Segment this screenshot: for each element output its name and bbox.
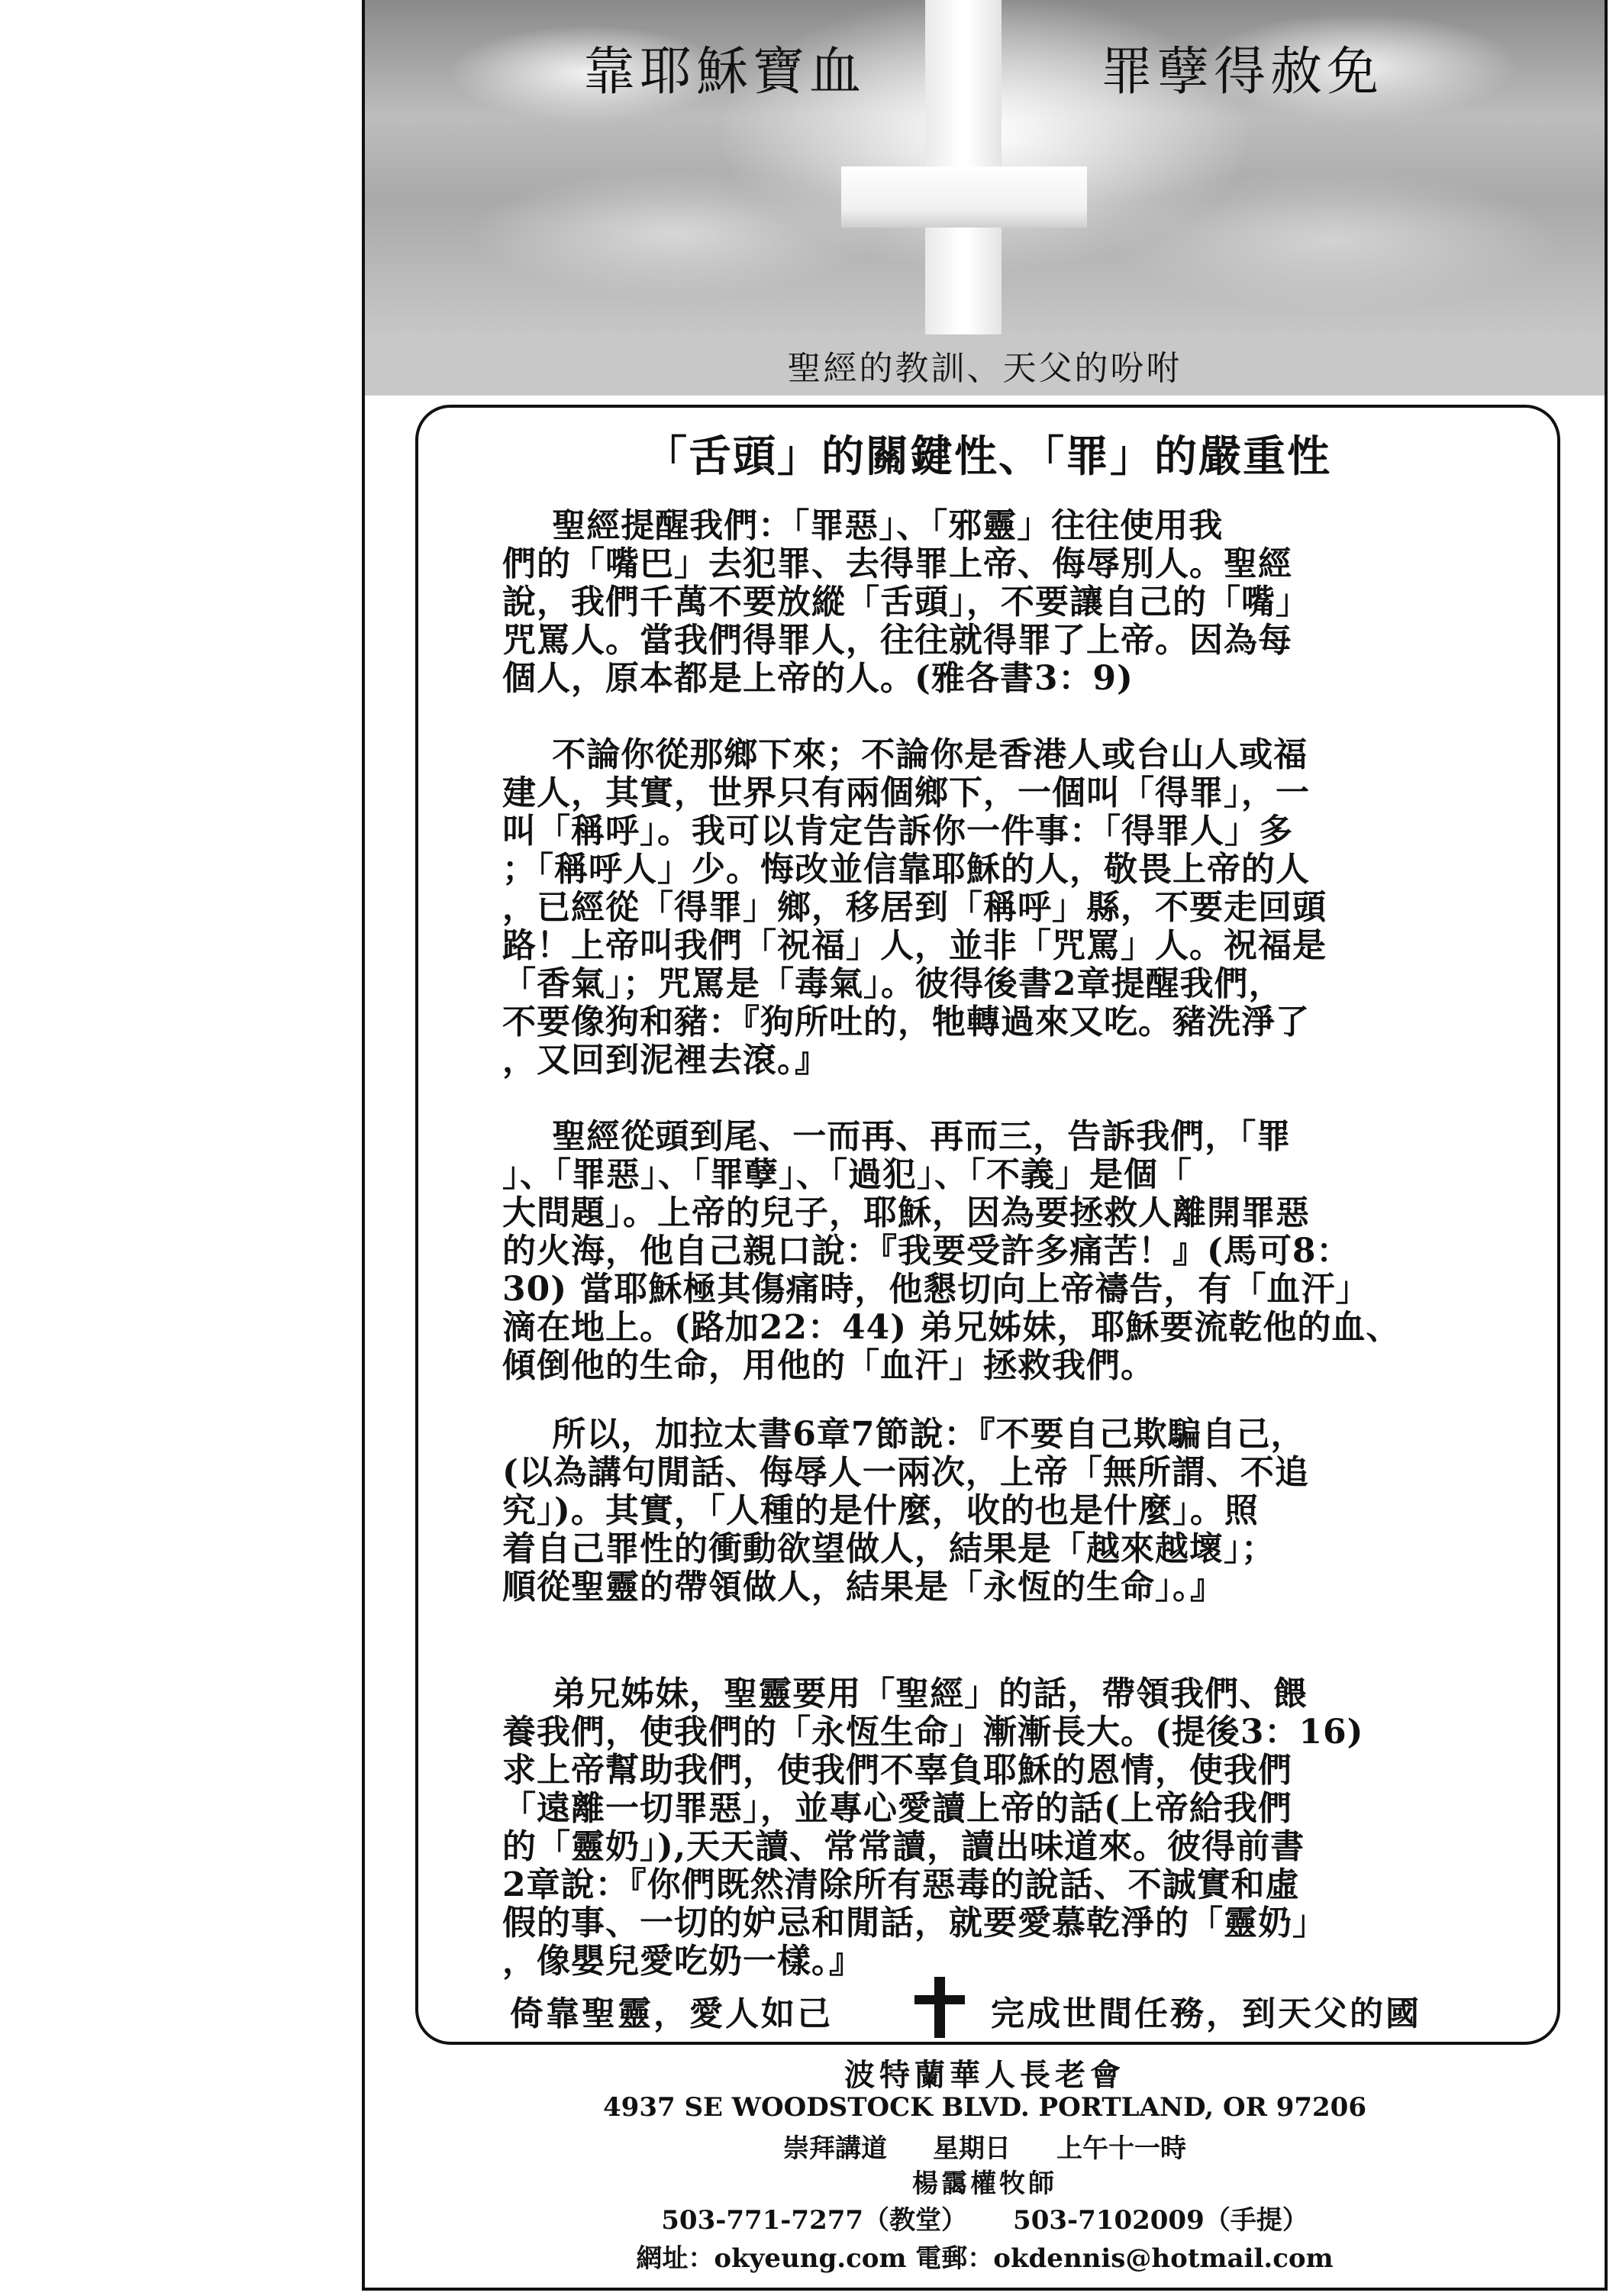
service-day: 星期日	[933, 2133, 1011, 2164]
cross-icon	[914, 1977, 965, 2038]
service-label: 崇拜講道	[783, 2133, 887, 2164]
sky-header-image	[365, 0, 1605, 334]
article-title: 「舌頭」的關鍵性、「罪」的嚴重性	[644, 431, 1331, 482]
church-name: 波特蘭華人長老會	[844, 2057, 1125, 2093]
web-email-line	[365, 2237, 1605, 2275]
header-title-left: 靠耶穌寶血	[583, 42, 866, 102]
motto-left: 倚靠聖靈，愛人如己	[510, 1994, 833, 2033]
article-paragraph: 不論你從那鄉下來；不論你是香港人或台山人或福 建人，其實，世界只有兩個鄉下，一個叫「得罪」，一 叫「稱呼」。我可以肯定告訴你一件事：「得罪人」多 ；「稱呼人」少。悔改並信靠耶穌的人，敬畏上帝的人 ，已經從「得罪」鄉，移居到「稱呼」縣，不要走回頭 路！上帝叫我們「祝福」人，並非「咒罵」人。祝福是 「香氣」；咒罵是「毒氣」。彼得後書2章提醒我們， 不要像狗和豬：『狗所吐的，牠轉過來又吃。豬洗淨了 ，又回到泥裡去滾。』	[502, 735, 1327, 1080]
article-paragraph: 聖經提醒我們：「罪惡」、「邪靈」往往使用我 們的「嘴巴」去犯罪、去得罪上帝、侮辱別人。聖經 說，我們千萬不要放縱「舌頭」，不要讓自己的「嘴」 咒罵人。當我們得罪人，往往就得罪了上帝。因為每 個人，原本都是上帝的人。(雅各書3：9)	[502, 506, 1310, 698]
article-box	[415, 405, 1560, 2045]
article-paragraph: 聖經從頭到尾、一而再、再而三，告訴我們，「罪 」、「罪惡」、「罪孽」、「過犯」、「不義」是個「 大問題」。上帝的兒子，耶穌，因為要拯救人離開罪惡 的火海，他自己親口說：『我要受許多痛苦！』(馬可8： 30) 當耶穌極其傷痛時，他懇切向上帝禱告，有「血汗」 滴在地上。(路加22：44) 弟兄姊妹，耶穌要流乾他的血、 傾倒他的生命，用他的「血汗」拯救我們。	[502, 1117, 1401, 1385]
pastor-name: 楊靄權牧師	[912, 2168, 1057, 2199]
flyer-page	[362, 0, 1608, 2291]
article-paragraph: 所以，加拉太書6章7節說：『不要自己欺騙自己， (以為講句閒話、侮辱人一兩次，上帝「無所謂、不追 究」)。其實，「人種的是什麼，收的也是什麼」。照 着自己罪性的衝動欲望做人，結果是「越來越壞」； 順從聖靈的帶領做人，結果是「永恆的生命」。』	[502, 1415, 1309, 1607]
header-title-right: 罪孽得赦免	[1101, 42, 1384, 102]
motto-right: 完成世間任務，到天父的國	[991, 1994, 1421, 2033]
service-schedule	[365, 2127, 1605, 2165]
web-label: 網址：	[636, 2243, 714, 2274]
email-link[interactable]: okdennis@hotmail.com	[993, 2243, 1334, 2274]
church-address: 4937 SE WOODSTOCK BLVD. PORTLAND, OR 97206	[603, 2092, 1366, 2123]
mobile-phone: 503-7102009（手提）	[1013, 2205, 1308, 2236]
phone-line	[365, 2199, 1605, 2236]
website-link[interactable]: okyeung.com	[714, 2243, 907, 2274]
church-phone: 503-771-7277（教堂）	[661, 2205, 968, 2236]
article-paragraph: 弟兄姊妹，聖靈要用「聖經」的話，帶領我們、餵 養我們，使我們的「永恆生命」漸漸長大。(提後3：16) 求上帝幫助我們，使我們不辜負耶穌的恩情，使我們 「遠離一切罪惡」，並專心愛讀上帝的話(上帝給我們 的「靈奶」),天天讀、常常讀，讀出味道來。彼得前書 2章說：『你們既然清除所有惡毒的說話、不誠實和虛 假的事、一切的妒忌和閒話，就要愛慕乾淨的「靈奶」 ，像嬰兒愛吃奶一樣。』	[502, 1674, 1364, 1981]
motto-line	[418, 1977, 1557, 2038]
subtitle-band: 聖經的教訓、天父的吩咐	[365, 334, 1605, 396]
service-time: 上午十一時	[1056, 2133, 1186, 2164]
email-label: 電郵：	[915, 2243, 994, 2274]
cross-image-horizontal	[841, 166, 1087, 228]
